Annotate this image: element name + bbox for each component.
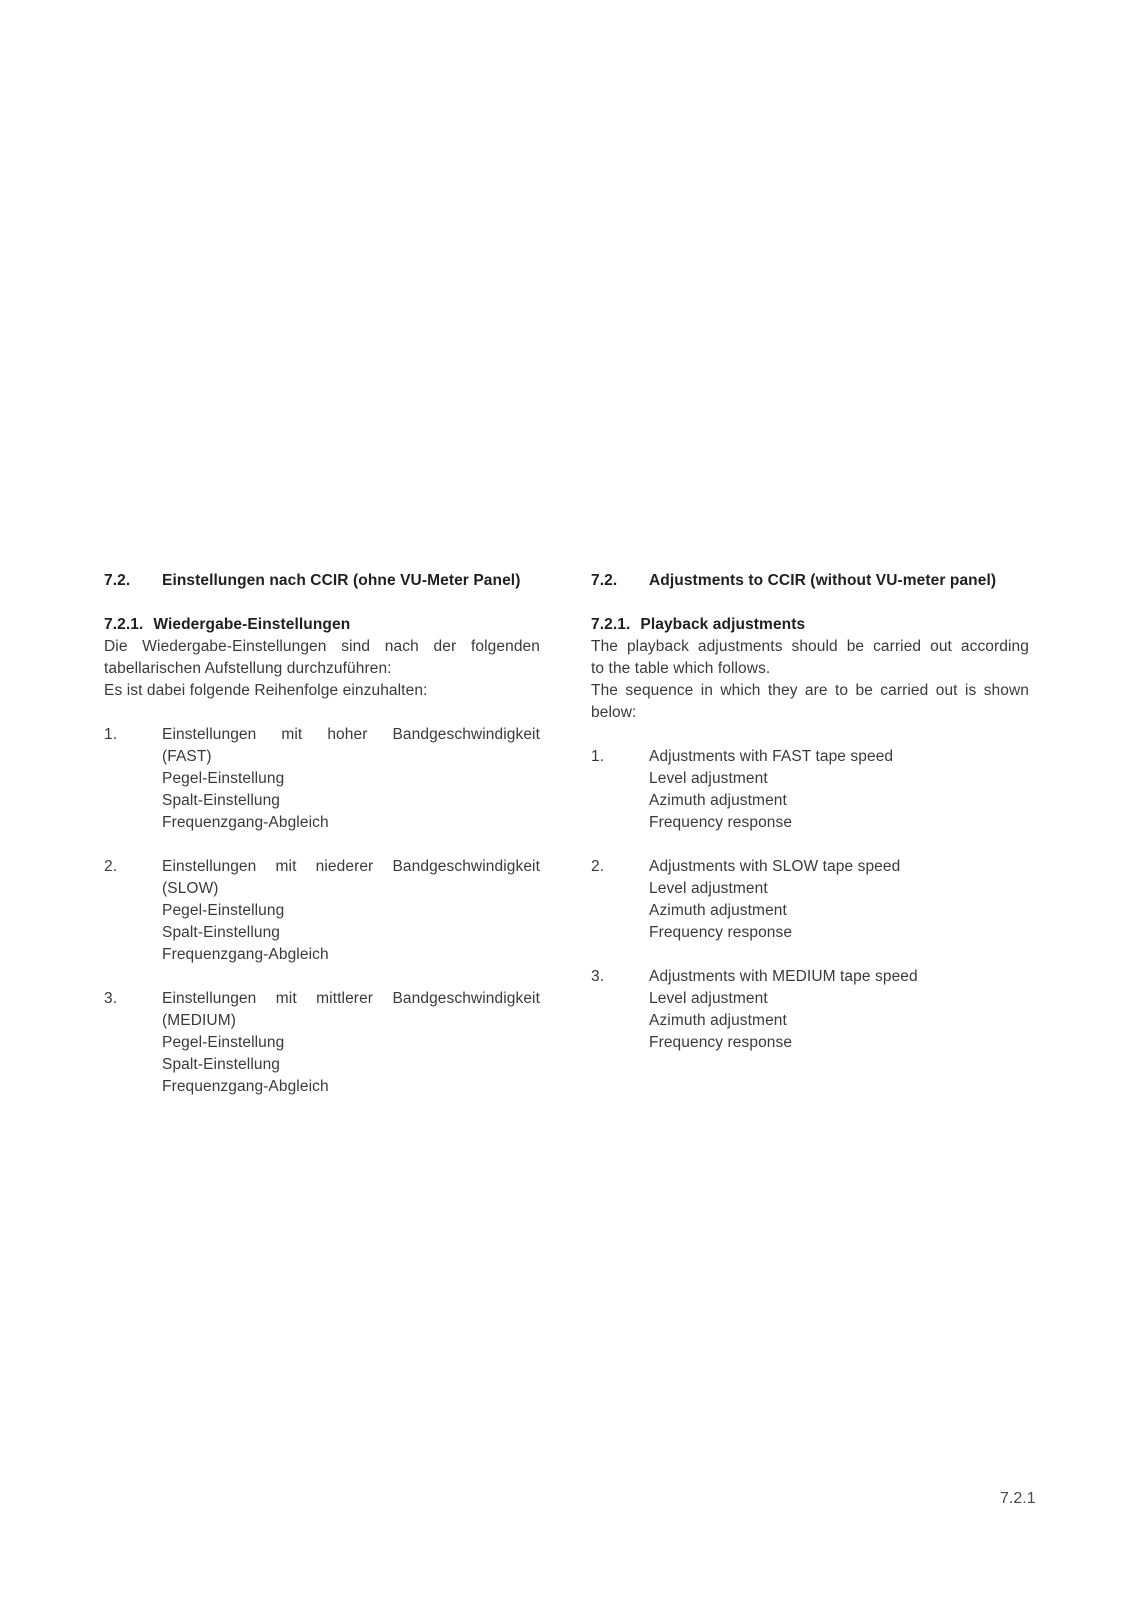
list-item xyxy=(591,966,1029,1054)
list-item xyxy=(591,746,1029,834)
item-number: 2. xyxy=(104,858,118,875)
german-column xyxy=(104,570,540,1098)
list-item xyxy=(591,856,1029,944)
item-step: Spalt-Einstellung xyxy=(162,924,281,941)
item-number: 3. xyxy=(104,990,118,1007)
list-item xyxy=(104,856,540,966)
steps-list xyxy=(591,746,1029,1054)
list-item xyxy=(104,988,540,1098)
item-step: Frequency response xyxy=(649,1034,793,1051)
item-title: Einstellungen mit niederer Bandgeschwindigkeit xyxy=(162,858,540,875)
item-title: Adjustments with MEDIUM tape speed xyxy=(649,968,918,985)
item-title: Adjustments with FAST tape speed xyxy=(649,748,894,765)
item-step: Pegel-Einstellung xyxy=(162,1034,285,1051)
item-step: Level adjustment xyxy=(649,990,768,1007)
item-step: Azimuth adjustment xyxy=(649,1012,787,1029)
item-step: Level adjustment xyxy=(649,770,768,787)
item-number: 1. xyxy=(104,726,118,743)
subsection-title: Playback adjustments xyxy=(640,616,806,633)
section-title: Adjustments to CCIR (without VU-meter panel) xyxy=(649,572,997,589)
subsection-heading xyxy=(591,614,1029,636)
item-step: Level adjustment xyxy=(649,880,768,897)
item-title: Einstellungen mit hoher Bandgeschwindigkeit xyxy=(162,726,540,743)
steps-list xyxy=(104,724,540,1098)
item-step: Frequenzgang-Abgleich xyxy=(162,1078,329,1095)
item-mode: (MEDIUM) xyxy=(162,1012,236,1029)
intro-line-1: Die Wiedergabe-Einstellungen sind nach der folgenden xyxy=(104,638,540,655)
item-number: 1. xyxy=(591,748,605,765)
item-step: Frequenzgang-Abgleich xyxy=(162,814,329,831)
item-step: Spalt-Einstellung xyxy=(162,792,281,809)
section-heading xyxy=(104,570,540,592)
subsection-heading xyxy=(104,614,540,636)
item-title: Adjustments with SLOW tape speed xyxy=(649,858,901,875)
item-step: Pegel-Einstellung xyxy=(162,770,285,787)
intro-line-3: The sequence in which they are to be carried out is shown xyxy=(591,682,1029,699)
item-step: Spalt-Einstellung xyxy=(162,1056,281,1073)
subsection-title: Wiedergabe-Einstellungen xyxy=(153,616,351,633)
item-step: Pegel-Einstellung xyxy=(162,902,285,919)
intro-line-4: below: xyxy=(591,704,637,721)
english-column xyxy=(591,570,1029,1054)
section-number: 7.2. xyxy=(104,572,131,589)
item-number: 2. xyxy=(591,858,605,875)
subsection-number: 7.2.1. xyxy=(104,616,144,633)
subsection-number: 7.2.1. xyxy=(591,616,631,633)
section-heading xyxy=(591,570,1029,592)
intro-line-2: to the table which follows. xyxy=(591,660,771,677)
intro-line-1: The playback adjustments should be carried out according xyxy=(591,638,1029,655)
item-mode: (FAST) xyxy=(162,748,212,765)
section-title: Einstellungen nach CCIR (ohne VU-Meter Panel) xyxy=(162,572,521,589)
list-item xyxy=(104,724,540,834)
item-step: Azimuth adjustment xyxy=(649,902,787,919)
item-step: Frequency response xyxy=(649,924,793,941)
section-number: 7.2. xyxy=(591,572,618,589)
item-mode: (SLOW) xyxy=(162,880,219,897)
page-number: 7.2.1 xyxy=(1000,1490,1036,1507)
item-title: Einstellungen mit mittlerer Bandgeschwindigkeit xyxy=(162,990,540,1007)
intro-line-3: Es ist dabei folgende Reihenfolge einzuhalten: xyxy=(104,682,428,699)
intro-line-2: tabellarischen Aufstellung durchzuführen: xyxy=(104,660,392,677)
item-number: 3. xyxy=(591,968,605,985)
item-step: Azimuth adjustment xyxy=(649,792,787,809)
item-step: Frequenzgang-Abgleich xyxy=(162,946,329,963)
item-step: Frequency response xyxy=(649,814,793,831)
